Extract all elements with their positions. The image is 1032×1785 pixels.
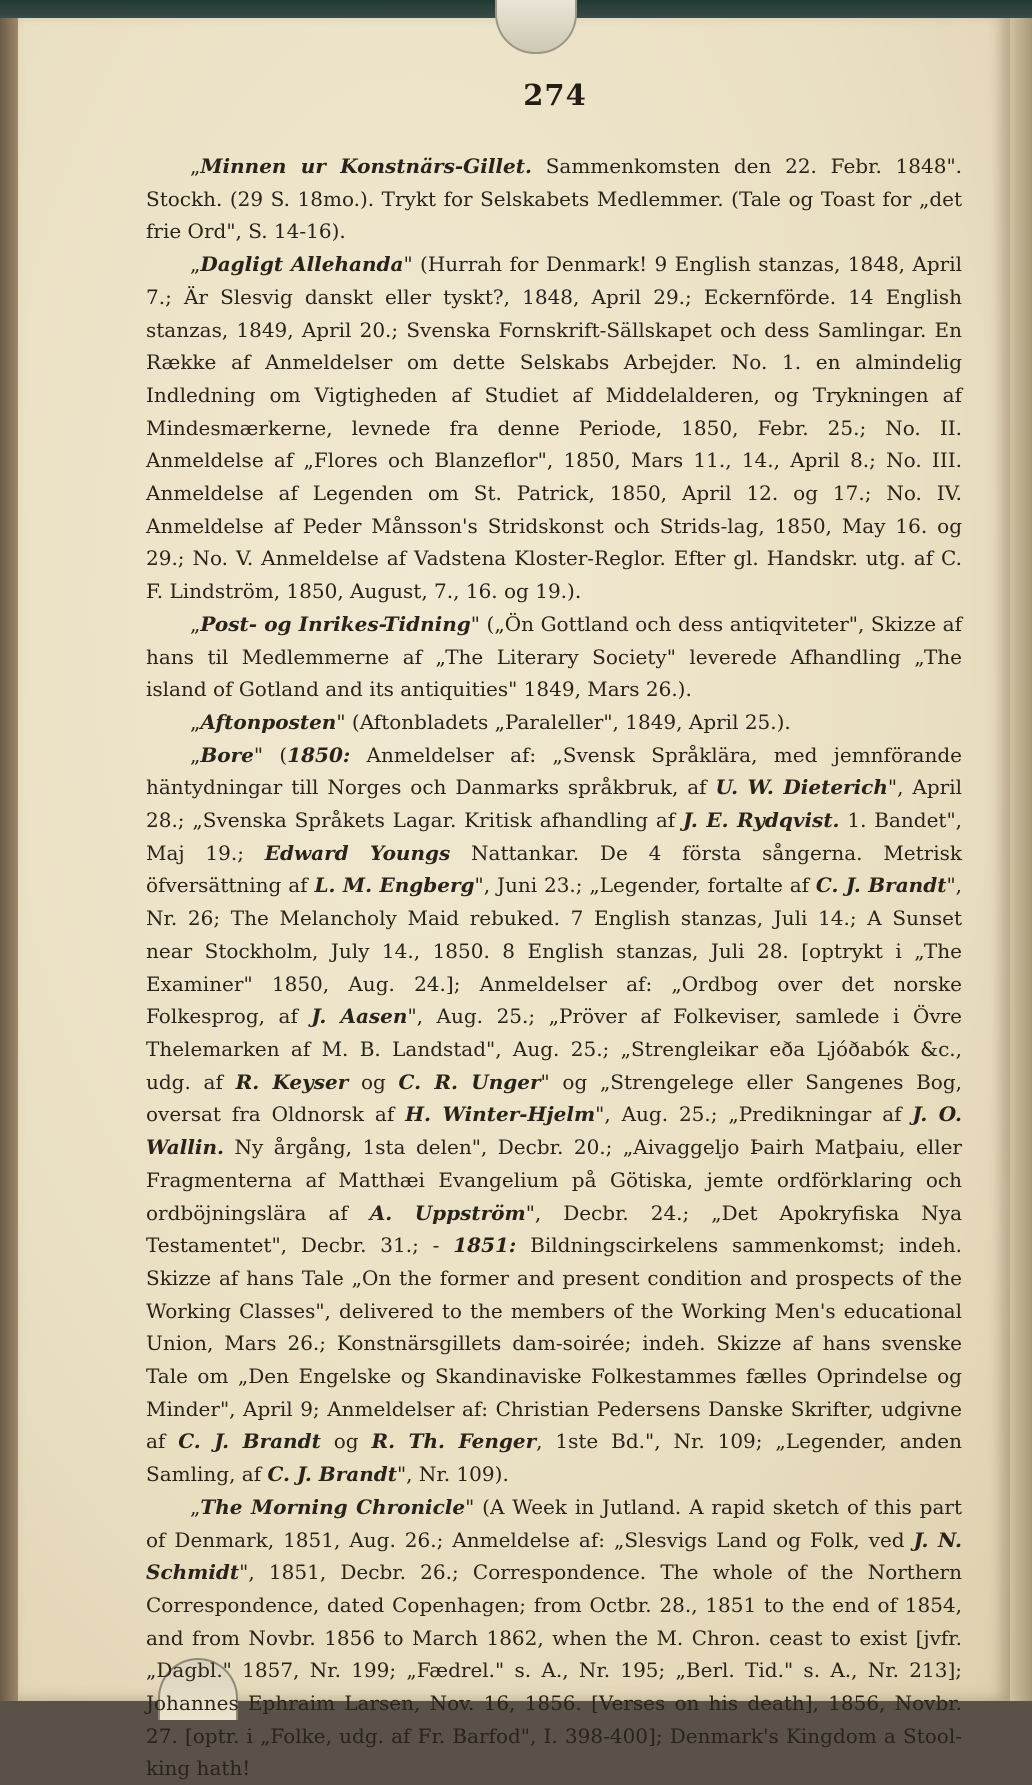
text-run: og (320, 1429, 372, 1454)
italic-title-run: R. Th. Fenger (371, 1429, 537, 1454)
bibliography-entry (146, 248, 962, 608)
text-run: ", Aug. 25.; „Pröver af Folkeviser, samlede i Övre Thelemarken af M. B. Landstad", Aug. 25.; „Strengleikar eða Ljóðabók &c., udg. af (146, 1004, 963, 1094)
text-run: „ (190, 709, 201, 734)
italic-title-run: C. R. Unger (398, 1069, 541, 1094)
italic-title-run: R. Keyser (235, 1069, 349, 1094)
text-run: , 1ste Bd.", Nr. 109; „Legender, anden Samling, af (146, 1429, 963, 1487)
text-run: " og „Strengelege eller Sangenes Bog, oversat fra Oldnorsk af (146, 1069, 962, 1127)
text-run: ", Juni 23.; „Legender, fortalte af (474, 873, 816, 898)
italic-title-run: J. Aasen (311, 1004, 408, 1029)
text-run: " (Aftonbladets „Paraleller", 1849, April 25.). (336, 709, 791, 734)
italic-title-run: J. O. Wallin. (146, 1102, 962, 1160)
page-body-text (146, 150, 962, 1785)
bibliography-entry (146, 706, 962, 739)
text-run: " („Ön Gottland och dess antiqviteter", Skizze af hans til Medlemmerne af „The Literary Society" leverede Afhandling „The island of Gotland and its antiquities" 1849, Mars 26.). (146, 611, 962, 702)
text-run: Anmeldelser af: „Svensk Språklära, med jemnförande häntydningar till Norges och Danmarks språkbruk, af (146, 742, 963, 800)
italic-title-run: J. E. Rydqvist. (683, 808, 840, 833)
text-run: „ (190, 742, 201, 767)
italic-title-run: J. N. Schmidt (146, 1527, 962, 1585)
italic-title-run: H. Winter-Hjelm (405, 1102, 596, 1127)
text-run: Ny årgång, 1sta delen", Decbr. 20.; „Aivaggeljo Þairh Matþaiu, eller Fragmenterna af Matthæi Evangelium på Götiska, jemte ordförklaring och ordböjningslära af (146, 1135, 962, 1225)
text-run: ", April 28.; „Svenska Språkets Lagar. Kritisk afhandling af (146, 775, 962, 833)
page-number: 274 (523, 78, 587, 112)
italic-title-run: L. M. Engberg (314, 873, 475, 898)
italic-title-run: Minnen ur Konstnärs-Gillet. (200, 154, 532, 178)
book-spine-edge (0, 0, 20, 1701)
text-run: Nattankar. De 4 första sångerna. Metrisk öfversättning af (146, 840, 963, 898)
text-run: 1. Bandet", Maj 19.; (146, 808, 963, 865)
italic-title-run: Aftonposten (200, 709, 337, 734)
text-run: " (A Week in Jutland. A rapid sketch of this part of Denmark, 1851, Aug. 26.; Anmeldelse af: „Slesvigs Land og Folk, ved (146, 1494, 962, 1552)
italic-title-run: Dagligt Allehanda (200, 252, 404, 277)
text-run: Sammenkomsten den 22. Febr. 1848". Stockh. (29 S. 18mo.). Trykt for Selskabets Medlemmer. (Tale og Toast for „det frie Ord", S. 14-16). (146, 154, 962, 244)
text-run: ", Decbr. 24.; „Det Apokryfiska Nya Testamentet", Decbr. 31.; - (146, 1200, 963, 1258)
bibliography-entry (146, 150, 962, 248)
italic-title-run: Bore (200, 742, 254, 767)
facing-page-edge (1010, 12, 1032, 1701)
italic-title-run: U. W. Dieterich (715, 775, 888, 800)
text-run: " (Hurrah for Denmark! 9 English stanzas, 1848, April 7.; Är Slesvig danskt eller tyskt?, 1848, April 29.; Eckernförde. 14 English stanzas, 1849, April 20.; Svenska Fornskrift-Sällskapet och dess Samlingar. En Række af Anmeldelser om dette Selskabs Arbejder. No. 1. en almindelig Indledning om Vigtigheden af Studiet af Middelalderen, og Trykningen af Mindesmærkerne, levnede fra denne Periode, 1850, Febr. 25.; No. II. Anmeldelse af „Flores och Blanzeflor", 1850, Mars 11., 14., April 8.; No. III. Anmeldelse af Legenden om St. Patrick, 1850, April 12. og 17.; No. IV. Anmeldelse af Peder Månsson's Stridskonst och Strids-lag, 1850, May 16. og 29.; No. V. Anmeldelse af Vadstena Kloster-Reglor. Efter gl. Handskr. utg. af C. F. Lindström, 1850, August, 7., 16. og 19.). (146, 252, 962, 604)
italic-title-run: Edward Youngs (264, 840, 451, 865)
italic-title-run: C. J. Brandt (267, 1462, 397, 1487)
italic-title-run: The Morning Chronicle (200, 1494, 466, 1519)
text-run: ", Nr. 109). (396, 1462, 509, 1487)
text-run: ", Aug. 25.; „Predikningar af (595, 1102, 913, 1127)
bibliography-entry (146, 1491, 962, 1785)
text-run: „ (190, 154, 201, 178)
bibliography-entry (146, 608, 962, 706)
italic-title-run: C. J. Brandt (178, 1429, 321, 1454)
text-run: „ (190, 611, 201, 636)
text-run: og (348, 1069, 399, 1094)
italic-title-run: 1851: (453, 1233, 517, 1258)
text-run: ", 1851, Decbr. 26.; Correspondence. The whole of the Northern Correspondence, dated Copenhagen; from Octbr. 28., 1851 to the end of 1854, and from Novbr. 1856 to March 1862, when the M. Chron. ceast to exist [jvfr. „Dagbl." 1857, Nr. 199; „Fædrel." s. A., Nr. 195; „Berl. Tid." s. A., Nr. 213]; Johannes Ephraim Larsen, Nov. 16, 1856. [Verses on his death], 1856, Novbr. 27. [optr. i „Folke, udg. af Fr. Barfod", I. 398-400]; Denmark's Kingdom a Stool-king hath! (146, 1560, 962, 1781)
text-run: " ( (253, 742, 288, 767)
italic-title-run: 1850: (287, 742, 351, 767)
text-run: „ (190, 1494, 201, 1519)
bibliography-entry (146, 739, 962, 1491)
text-run: „ (190, 252, 201, 277)
text-run: Bildningscirkelens sammenkomst; indeh. Skizze af hans Tale „On the former and present condition and prospects of the Working Classes", delivered to the members of the Working Men's educational Union, Mars 26.; Konstnärsgillets dam-soirée; indeh. Skizze af hans svenske Tale om „Den Engelske og Skandinaviske Folkestammes fælles Oprindelse og Minder", April 9; Anmeldelser af: Christian Pedersens Danske Skrifter, udgivne af (146, 1233, 962, 1454)
text-run: ", Nr. 26; The Melancholy Maid rebuked. 7 English stanzas, Juli 14.; A Sunset near Stockholm, July 14., 1850. 8 English stanzas, Juli 28. [optrykt i „The Examiner" 1850, Aug. 24.]; Anmeldelser af: „Ordbog over det norske Folkesprog, af (146, 873, 962, 1029)
italic-title-run: C. J. Brandt (815, 873, 947, 898)
italic-title-run: A. Uppström (369, 1200, 526, 1225)
italic-title-run: Post- og Inrikes-Tidning (200, 611, 471, 636)
